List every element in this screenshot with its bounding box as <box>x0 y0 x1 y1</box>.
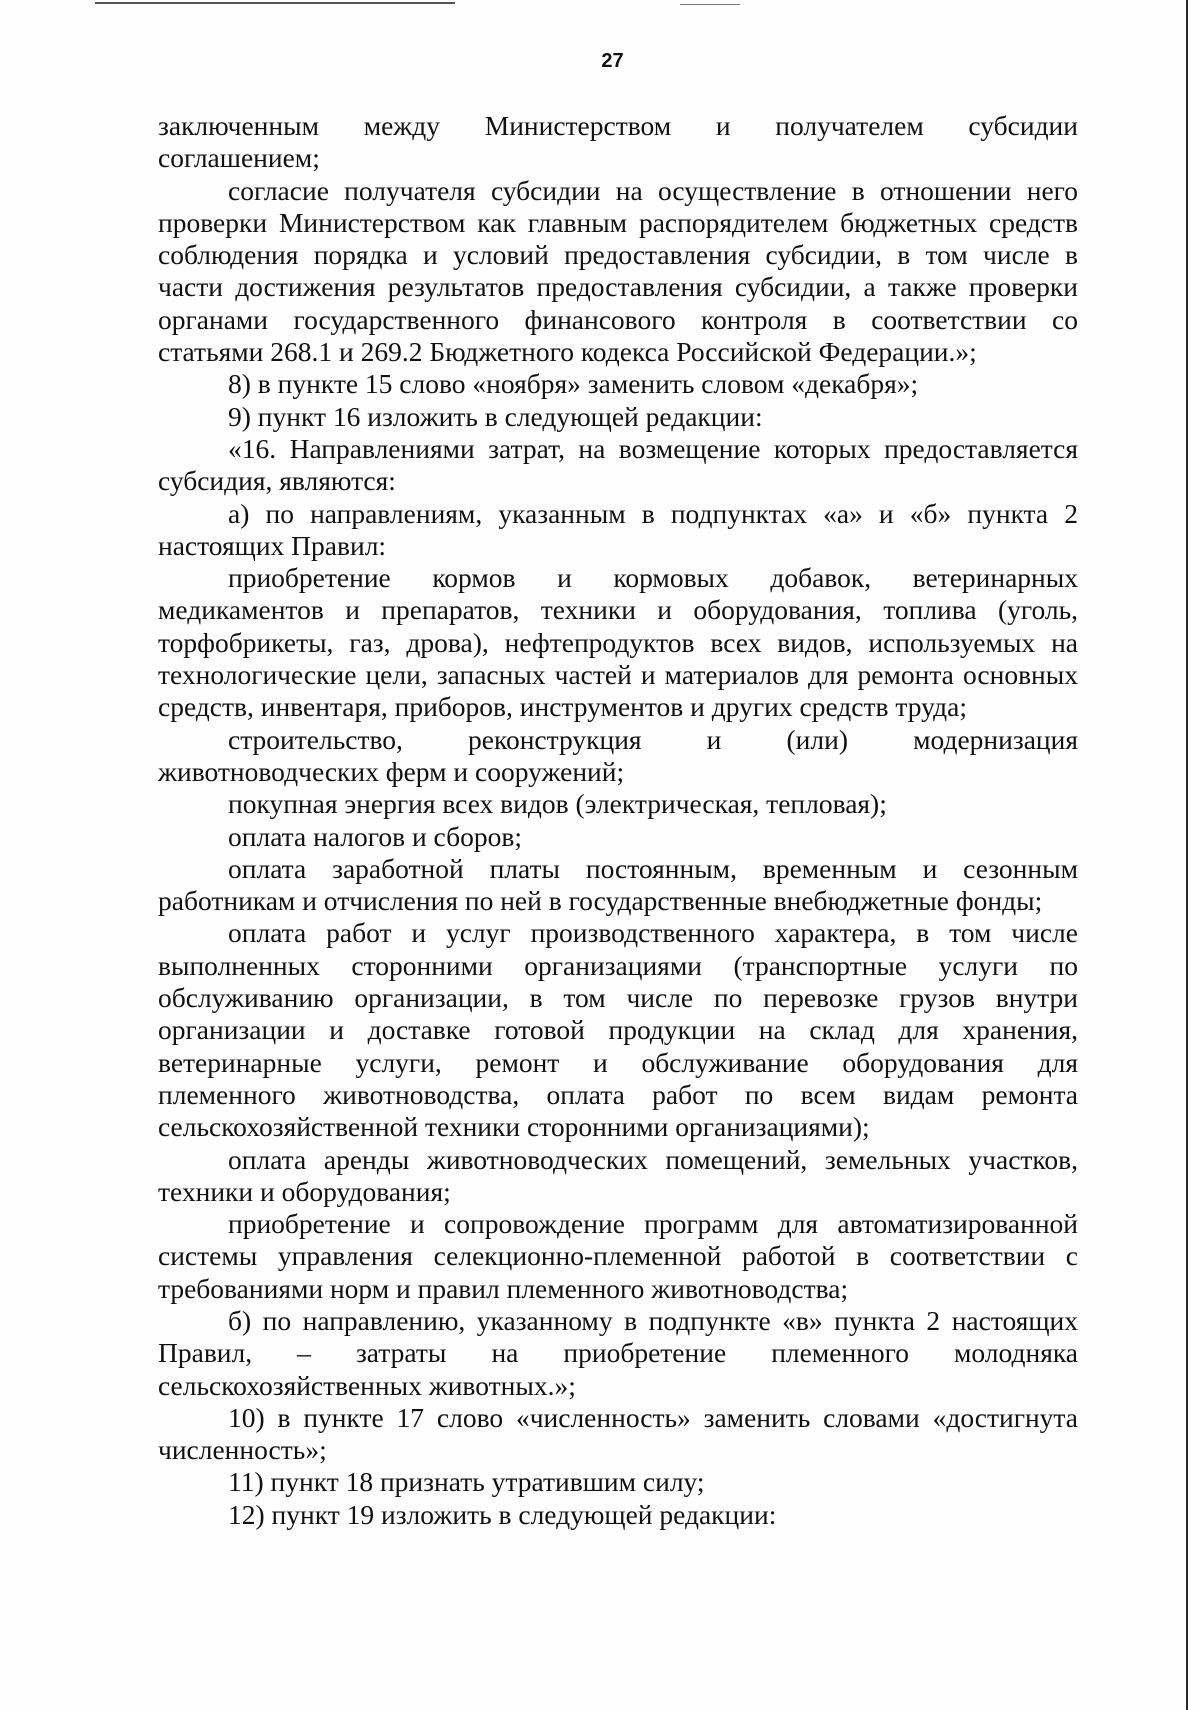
text-line: техники и оборудования; <box>158 1175 451 1207</box>
text-line: технологические цели, запасных частей и материалов для ремонта основных <box>158 659 1078 691</box>
document-body <box>158 110 1078 1531</box>
text-line: приобретение и сопровождение программ для автоматизированной <box>228 1208 1078 1240</box>
text-line: согласие получателя субсидии на осуществление в отношении него <box>228 174 1078 206</box>
text-line: средств, инвентаря, приборов, инструментов и других средств труда; <box>158 691 967 723</box>
text-line: соглашением; <box>158 142 320 174</box>
text-line: работникам и отчисления по ней в государственные внебюджетные фонды; <box>158 885 1043 917</box>
text-line: животноводческих ферм и сооружений; <box>158 755 625 787</box>
text-line: части достижения результатов предоставления субсидии, а также проверки <box>158 271 1078 303</box>
text-line: оплата аренды животноводческих помещений, земельных участков, <box>228 1143 1078 1175</box>
text-line: 9) пункт 16 изложить в следующей редакции: <box>228 400 763 432</box>
text-line: а) по направлениям, указанным в подпунктах «а» и «б» пункта 2 <box>228 497 1078 529</box>
text-line: оплата работ и услуг производственного характера, в том числе <box>228 917 1078 949</box>
text-line: приобретение кормов и кормовых добавок, ветеринарных <box>228 562 1078 594</box>
text-line: требованиями норм и правил племенного животноводства; <box>158 1272 849 1304</box>
text-line: соблюдения порядка и условий предоставления субсидии, в том числе в <box>158 239 1078 271</box>
scan-artifact-top-line-short <box>680 4 740 5</box>
text-line: 11) пункт 18 признать утратившим силу; <box>228 1466 705 1498</box>
text-line: оплата налогов и сборов; <box>228 820 522 852</box>
scan-artifact-right-edge <box>1186 0 1188 1710</box>
scan-artifact-top-line <box>95 2 455 4</box>
text-line: обслуживанию организации, в том числе по перевозке грузов внутри <box>158 982 1078 1014</box>
text-line: численность»; <box>158 1434 327 1466</box>
text-line: настоящих Правил: <box>158 529 387 561</box>
text-line: оплата заработной платы постоянным, временным и сезонным <box>228 852 1078 884</box>
text-line: племенного животноводства, оплата работ по всем видам ремонта <box>158 1078 1078 1110</box>
text-line: «16. Направлениями затрат, на возмещение которых предоставляется <box>228 432 1078 464</box>
text-line: медикаментов и препаратов, техники и оборудования, топлива (уголь, <box>158 594 1078 626</box>
text-line: сельскохозяйственной техники сторонними организациями); <box>158 1111 870 1143</box>
text-line: организации и доставке готовой продукции на склад для хранения, <box>158 1014 1078 1046</box>
text-line: Правил, – затраты на приобретение племенного молодняка <box>158 1337 1078 1369</box>
text-line: субсидия, являются: <box>158 465 396 497</box>
text-line: органами государственного финансового контроля в соответствии со <box>158 303 1078 335</box>
text-line: 8) в пункте 15 слово «ноября» заменить словом «декабря»; <box>228 368 919 400</box>
text-line: ветеринарные услуги, ремонт и обслуживание оборудования для <box>158 1046 1078 1078</box>
text-line: выполненных сторонними организациями (транспортные услуги по <box>158 949 1078 981</box>
text-line: торфобрикеты, газ, дрова), нефтепродуктов всех видов, используемых на <box>158 626 1078 658</box>
text-line: сельскохозяйственных животных.»; <box>158 1369 576 1401</box>
text-line: 12) пункт 19 изложить в следующей редакции: <box>228 1498 777 1530</box>
text-line: заключенным между Министерством и получателем субсидии <box>158 110 1078 141</box>
text-line: б) по направлению, указанному в подпункте «в» пункта 2 настоящих <box>228 1304 1078 1336</box>
page-number: 27 <box>601 50 624 72</box>
text-line: системы управления селекционно-племенной работой в соответствии с <box>158 1240 1078 1272</box>
text-line: статьями 268.1 и 269.2 Бюджетного кодекса Российской Федерации.»; <box>158 336 977 368</box>
text-line: проверки Министерством как главным распорядителем бюджетных средств <box>158 206 1078 238</box>
text-line: 10) в пункте 17 слово «численность» заменить словами «достигнута <box>228 1401 1078 1433</box>
text-line: строительство, реконструкция и (или) модернизация <box>228 723 1078 755</box>
text-line: покупная энергия всех видов (электрическая, тепловая); <box>228 788 887 820</box>
